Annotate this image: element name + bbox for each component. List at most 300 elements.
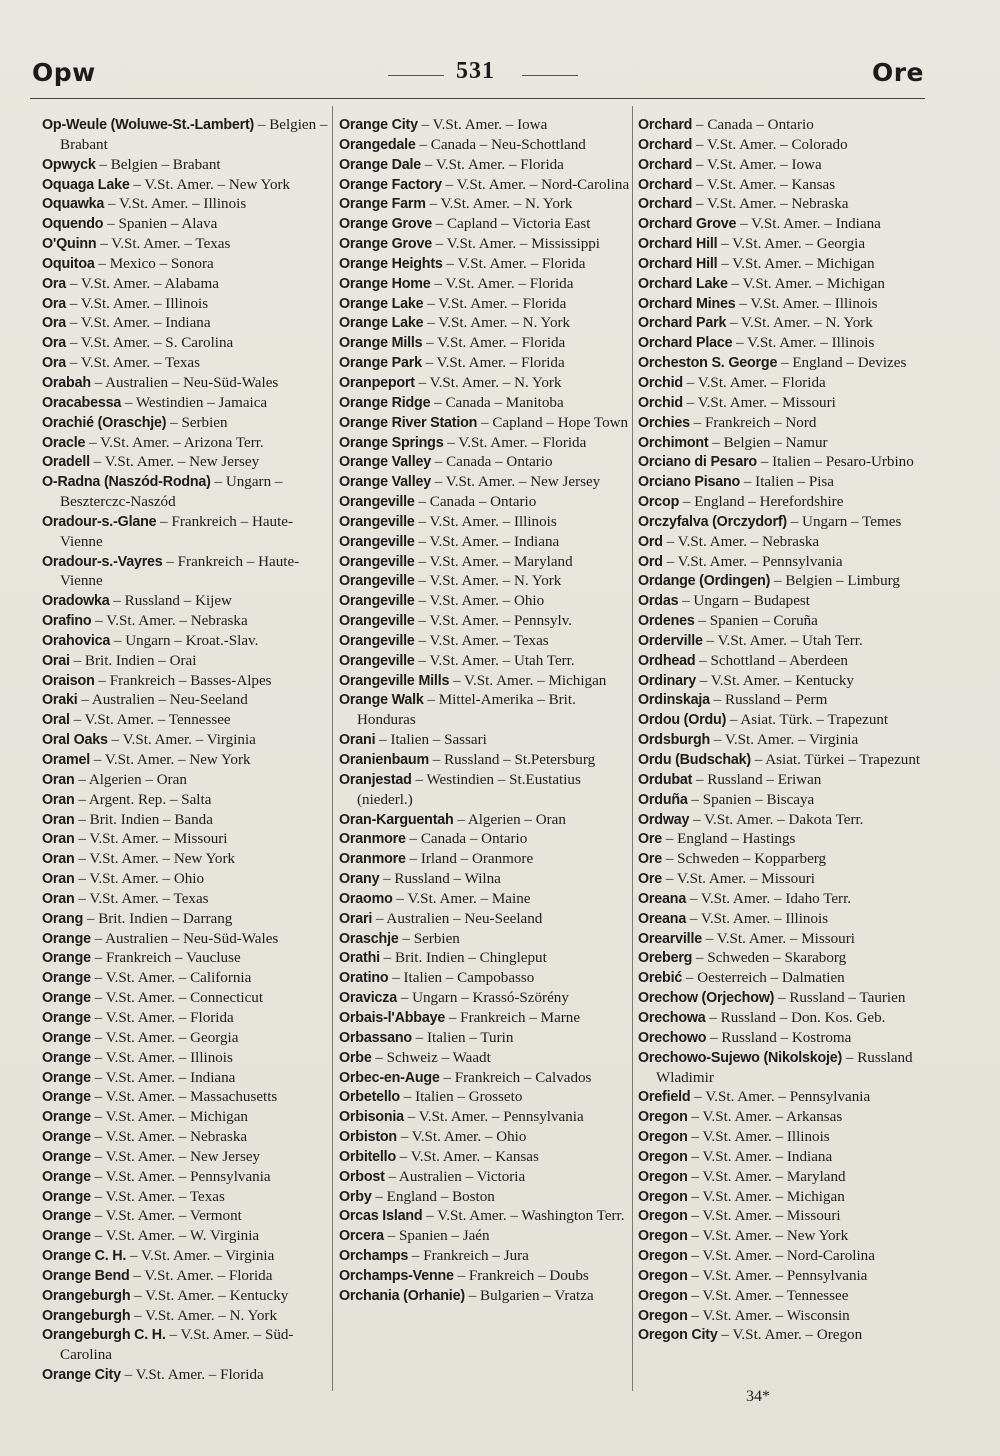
gazetteer-entry (42, 612, 334, 632)
entry-location: – V.St. Amer. – Illinois (104, 196, 247, 213)
gazetteer-entry (42, 1207, 334, 1227)
entry-headword: Orcera (339, 1228, 384, 1245)
gazetteer-entry (42, 811, 334, 831)
entry-headword: Orby (339, 1188, 372, 1205)
gazetteer-entry (638, 1207, 928, 1227)
gazetteer-entry (638, 553, 928, 573)
gazetteer-entry (638, 314, 928, 334)
entry-location: – Frankreich – Haute-Vienne (60, 513, 294, 550)
entry-headword: Orchimont (638, 434, 709, 451)
gazetteer-entry (339, 612, 631, 632)
gazetteer-entry (42, 1088, 334, 1108)
gazetteer-entry (638, 1128, 928, 1148)
entry-location: – Asiat. Türk. – Trapezunt (726, 712, 889, 729)
entry-location: – V.St. Amer. – Missouri (74, 831, 228, 848)
entry-location: – V.St. Amer. – Texas (66, 355, 201, 372)
entry-headword: Orbec-en-Auge (339, 1069, 440, 1086)
entry-location: – Schweden – Skaraborg (692, 950, 847, 967)
column-1 (42, 116, 334, 1386)
entry-headword: Orabah (42, 374, 91, 391)
gazetteer-entry (339, 592, 631, 612)
entry-headword: Ora (42, 335, 67, 352)
entry-location: – V.St. Amer. – Ohio (396, 1129, 527, 1146)
entry-headword: Orange City (339, 117, 418, 133)
entry-headword: Orange (42, 930, 91, 947)
gazetteer-entry (638, 652, 928, 672)
header-rule (30, 98, 925, 99)
entry-location: – Algerien – Oran (453, 811, 566, 828)
entry-headword: Orangeville (339, 613, 415, 630)
gazetteer-entry (42, 553, 334, 593)
entry-headword: Orangedale (339, 136, 416, 153)
gazetteer-entry (638, 334, 928, 354)
gazetteer-entry (339, 473, 631, 493)
entry-location: – V.St. Amer. – Nord-Carolina (687, 1248, 875, 1265)
gazetteer-entry (42, 1108, 334, 1128)
gazetteer-entry (42, 949, 334, 969)
gazetteer-entry (339, 1069, 631, 1089)
entry-headword: Orange (42, 1009, 91, 1026)
gazetteer-entry (638, 1326, 928, 1346)
entry-headword: Ordange (Ordingen) (638, 573, 771, 590)
column-divider (332, 106, 333, 1391)
gazetteer-entry (42, 275, 334, 295)
entry-location: – V.St. Amer. – N. York (425, 196, 573, 213)
gazetteer-entry (339, 811, 631, 831)
entry-headword: Ora (42, 295, 67, 312)
gazetteer-entry (638, 533, 928, 553)
entry-headword: Oraschje (339, 930, 399, 947)
entry-headword: Orange Springs (339, 434, 444, 451)
entry-headword: Orange Ridge (339, 394, 431, 411)
entry-headword: Orari (339, 910, 373, 927)
entry-headword: Oregon (638, 1248, 688, 1265)
gazetteer-entry (638, 632, 928, 652)
gazetteer-entry (42, 195, 334, 215)
gazetteer-entry (339, 1088, 631, 1108)
gazetteer-entry (339, 850, 631, 870)
entry-headword: Orcas Island (339, 1208, 423, 1225)
entry-headword: Oratino (339, 970, 389, 987)
gazetteer-entry (42, 116, 334, 156)
gazetteer-entry (339, 652, 631, 672)
entry-location: – Schottland – Aberdeen (695, 652, 848, 669)
gazetteer-entry (638, 354, 928, 374)
entry-headword: Ore (638, 831, 663, 848)
gazetteer-entry (638, 1247, 928, 1267)
gazetteer-entry (638, 176, 928, 196)
entry-headword: Opwyck (42, 156, 96, 173)
entry-location: – Frankreich – Nord (689, 414, 817, 431)
gazetteer-entry (339, 255, 631, 275)
entry-location: – V.St. Amer. – Maryland (687, 1168, 846, 1185)
entry-headword: Oranjestad (339, 771, 412, 788)
entry-headword: Oran (42, 771, 75, 788)
entry-headword: Oran (42, 871, 75, 888)
entry-location: – V.St. Amer. – Tennessee (687, 1287, 849, 1304)
entry-location: – V.St. Amer. – Indiana (687, 1148, 833, 1165)
entry-headword: Oradell (42, 454, 90, 471)
entry-location: – Italien – Campobasso (388, 970, 535, 987)
gazetteer-entry (42, 771, 334, 791)
entry-location: – V.St. Amer. – N. York (414, 573, 562, 590)
entry-location: – V.St. Amer. – S. Carolina (66, 335, 234, 352)
entry-location: – V.St. Amer. – Michigan (727, 275, 885, 292)
entry-location: – V.St. Amer. – Illinois (66, 295, 209, 312)
entry-headword: Oregon (638, 1307, 688, 1324)
entry-location: – V.St. Amer. – Süd-Carolina (60, 1327, 294, 1364)
gazetteer-entry (42, 1148, 334, 1168)
entry-location: – V.St. Amer. – Texas (96, 236, 231, 253)
entry-location: – V.St. Amer. – Pennsylvania (690, 1089, 871, 1106)
entry-headword: Orange Grove (339, 216, 432, 233)
entry-headword: Orahovica (42, 632, 111, 649)
entry-headword: Ordinskaja (638, 692, 710, 709)
gazetteer-entry (42, 652, 334, 672)
entry-headword: Orchard (638, 117, 693, 133)
entry-headword: Orange (42, 1049, 91, 1066)
gazetteer-entry (339, 553, 631, 573)
gazetteer-entry (339, 453, 631, 473)
entry-location: – V.St. Amer. – Maryland (414, 553, 573, 570)
entry-location: – V.St. Amer. – Pennsylvania (403, 1109, 584, 1126)
entry-location: – V.St. Amer. – Indiana (736, 216, 881, 233)
entry-location: – V.St. Amer. – Tennessee (69, 712, 231, 729)
gazetteer-entry (42, 691, 334, 711)
entry-location: – V.St. Amer. – Indiana (66, 315, 211, 332)
gazetteer-entry (339, 354, 631, 374)
gazetteer-entry (42, 394, 334, 414)
entry-headword: Oranpeport (339, 374, 415, 391)
gazetteer-entry (638, 949, 928, 969)
page-number: 531 (456, 58, 495, 84)
entry-location: – Australien – Neu-Seeland (77, 692, 248, 709)
entry-location: – V.St. Amer. – Missouri (682, 394, 836, 411)
entry-location: – Australien – Neu-Süd-Wales (90, 930, 279, 947)
entry-headword: Oregon City (638, 1327, 718, 1344)
gazetteer-entry (638, 275, 928, 295)
entry-headword: Oreberg (638, 950, 693, 967)
gazetteer-entry (638, 1287, 928, 1307)
entry-location: – V.St. Amer. – Missouri (687, 1208, 841, 1225)
entry-location: – V.St. Amer. – Ohio (414, 593, 545, 610)
gazetteer-entry (638, 1108, 928, 1128)
entry-location: – V.St. Amer. – Florida (443, 434, 587, 451)
entry-location: – V.St. Amer. – Illinois (686, 910, 829, 927)
entry-location: – V.St. Amer. – Missouri (701, 930, 855, 947)
entry-location: – Oesterreich – Dalmatien (682, 970, 845, 987)
entry-headword: Ora (42, 355, 67, 372)
entry-location: – Mittel-Amerika – Brit. Honduras (357, 692, 576, 729)
entry-headword: Orange Farm (339, 196, 426, 213)
entry-location: – V.St. Amer. – N. York (423, 315, 571, 332)
gazetteer-entry (638, 890, 928, 910)
entry-headword: Orczyfalva (Orczydorf) (638, 513, 787, 530)
gazetteer-entry (42, 870, 334, 890)
gazetteer-entry (339, 632, 631, 652)
entry-location: – Ungarn – Budapest (678, 593, 810, 610)
entry-headword: Orchard Mines (638, 295, 736, 312)
entry-location: – V.St. Amer. – Illinois (414, 513, 557, 530)
gazetteer-entry (638, 1088, 928, 1108)
entry-location: – Spanien – Alava (103, 216, 218, 233)
entry-headword: Oregon (638, 1129, 688, 1146)
entry-location: – England – Herefordshire (679, 494, 844, 511)
entry-location: – Russland – Taurien (774, 990, 906, 1007)
entry-location: – V.St. Amer. – Illinois (90, 1049, 233, 1066)
gazetteer-entry (339, 989, 631, 1009)
gazetteer-entry (339, 1188, 631, 1208)
gazetteer-entry (42, 314, 334, 334)
entry-headword: Orchard (638, 196, 693, 213)
entry-location: – V.St. Amer. – New York (687, 1228, 849, 1245)
entry-headword: Orangeville (339, 573, 415, 590)
gazetteer-entry (638, 513, 928, 533)
gazetteer-entry (638, 295, 928, 315)
entry-location: – Frankreich – Vaucluse (90, 950, 241, 967)
gazetteer-entry (339, 1207, 631, 1227)
entry-headword: Orange (42, 1069, 91, 1086)
gazetteer-entry (638, 215, 928, 235)
entry-location: – V.St. Amer. – Nebraska (662, 533, 820, 550)
gazetteer-entry (638, 731, 928, 751)
gazetteer-entry (42, 791, 334, 811)
entry-location: – V.St. Amer. – Washington Terr. (422, 1208, 625, 1225)
entry-headword: Oran (42, 791, 75, 808)
entry-location: – Canada – Ontario (405, 831, 528, 848)
gazetteer-entry (42, 235, 334, 255)
entry-location: – Canada – Ontario (430, 454, 553, 471)
entry-headword: Oregon (638, 1168, 688, 1185)
gazetteer-entry (339, 949, 631, 969)
gazetteer-entry (42, 592, 334, 612)
gazetteer-entry (339, 870, 631, 890)
gazetteer-entry (42, 632, 334, 652)
gazetteer-entry (339, 374, 631, 394)
gazetteer-entry (638, 771, 928, 791)
entry-location: – V.St. Amer. – Florida (120, 1367, 264, 1384)
entry-location: – V.St. Amer. – Pennsylvania (90, 1168, 271, 1185)
entry-location: – Russland – Perm (709, 692, 828, 709)
gazetteer-entry (339, 1287, 631, 1307)
gazetteer-entry (339, 1247, 631, 1267)
entry-location: – V.St. Amer. – Alabama (66, 275, 219, 292)
entry-location: – V.St. Amer. – Florida (442, 255, 586, 272)
entry-location: – Westindien – St.Eustatius (niederl.) (357, 771, 581, 808)
entry-location: – Australien – Neu-Süd-Wales (90, 374, 279, 391)
entry-location: – V.St. Amer. – Virginia (107, 732, 256, 749)
gazetteer-entry (638, 672, 928, 692)
entry-location: – Australien – Victoria (384, 1168, 526, 1185)
entry-headword: Orefield (638, 1089, 691, 1106)
gazetteer-entry (638, 572, 928, 592)
entry-headword: Ordu (Budschak) (638, 752, 751, 768)
entry-headword: Oreana (638, 890, 687, 907)
entry-location: – Brit. Indien – Orai (69, 652, 197, 669)
gazetteer-entry (42, 1366, 334, 1386)
entry-headword: Orbiston (339, 1129, 397, 1146)
gazetteer-entry (42, 473, 334, 513)
entry-location: – V.St. Amer. – Arizona Terr. (85, 434, 264, 451)
entry-location: – Russland – Kostroma (706, 1029, 852, 1046)
entry-headword: Oquendo (42, 216, 104, 233)
entry-headword: Ordas (638, 593, 679, 610)
entry-headword: Oravicza (339, 990, 398, 1007)
entry-headword: Oregon (638, 1287, 688, 1304)
gazetteer-entry (638, 1029, 928, 1049)
printer-signature: 34* (746, 1388, 770, 1405)
entry-headword: Oral (42, 712, 70, 729)
entry-location: – Mexico – Sonora (94, 255, 214, 272)
entry-headword: Orciano Pisano (638, 474, 741, 491)
gazetteer-entry (339, 156, 631, 176)
entry-headword: Orange River Station (339, 414, 478, 431)
entry-headword: Oran-Karguentah (339, 811, 454, 828)
gazetteer-entry (42, 1009, 334, 1029)
entry-headword: Oreana (638, 910, 687, 927)
gazetteer-entry (638, 1267, 928, 1287)
entry-location: – V.St. Amer. – Pennsylvania (662, 553, 843, 570)
entry-location: – Russland – Don. Kos. Geb. (705, 1009, 886, 1026)
gazetteer-entry (339, 910, 631, 930)
entry-headword: Orange Home (339, 275, 431, 292)
entry-headword: Orbost (339, 1168, 385, 1185)
entry-location: – V.St. Amer. – Georgia (90, 1029, 239, 1046)
entry-headword: Orchard Grove (638, 216, 737, 233)
entry-location: – V.St. Amer. – Kentucky (130, 1287, 289, 1304)
entry-location: – V.St. Amer. – Florida (423, 295, 567, 312)
entry-headword: Oquitoa (42, 255, 95, 272)
entry-headword: Orange (42, 970, 91, 987)
entry-location: – Russland – Wilna (379, 871, 501, 888)
gazetteer-entry (339, 116, 631, 136)
entry-headword: Oregon (638, 1148, 688, 1165)
entry-location: – V.St. Amer. – Nebraska (692, 196, 849, 213)
entry-location: – Brit. Indien – Darrang (83, 910, 233, 927)
gazetteer-entry (42, 176, 334, 196)
gazetteer-entry (638, 1307, 928, 1327)
gazetteer-entry (339, 414, 631, 434)
entry-location: – V.St. Amer. – New York (129, 176, 291, 193)
entry-location: – Frankreich – Marne (445, 1009, 581, 1026)
entry-location: – V.St. Amer. – New Jersey (90, 1148, 261, 1165)
header-ornament-right (522, 75, 578, 76)
gazetteer-entry (42, 434, 334, 454)
entry-location: – Canada – Ontario (692, 117, 814, 133)
entry-headword: Oracle (42, 434, 86, 451)
entry-location: – Capland – Victoria East (431, 216, 591, 233)
entry-headword: Orange Valley (339, 454, 431, 471)
entry-headword: Ord (638, 553, 663, 570)
entry-location: – Frankreich – Doubs (453, 1267, 589, 1284)
entry-location: – V.St. Amer. – Iowa (417, 117, 548, 133)
gazetteer-entry (638, 195, 928, 215)
entry-headword: Oran (42, 890, 75, 907)
entry-headword: Orange C. H. (42, 1248, 127, 1265)
entry-location: – V.St. Amer. – Florida (129, 1267, 273, 1284)
entry-location: – V.St. Amer. – Massachusetts (90, 1089, 278, 1106)
entry-headword: Ore (638, 851, 663, 868)
entry-location: – Spanien – Coruña (694, 613, 818, 630)
gazetteer-entry (638, 374, 928, 394)
entry-headword: Oquawka (42, 196, 105, 213)
entry-headword: Orechow (Orjechow) (638, 990, 775, 1007)
entry-headword: Orange (42, 950, 91, 967)
entry-location: – Schweiz – Waadt (371, 1049, 491, 1066)
entry-location: – V.St. Amer. – Indiana (414, 533, 560, 550)
entry-headword: Oregon (638, 1208, 688, 1225)
gazetteer-entry (42, 1128, 334, 1148)
gazetteer-entry (638, 711, 928, 731)
column-divider (632, 106, 633, 1391)
entry-location: – Italien – Sassari (375, 732, 487, 749)
gazetteer-entry (42, 1267, 334, 1287)
entry-location: – Canada – Neu-Schottland (415, 136, 586, 153)
gazetteer-entry (42, 1227, 334, 1247)
entry-headword: Orange (42, 1109, 91, 1126)
gazetteer-entry (638, 255, 928, 275)
gazetteer-entry (638, 414, 928, 434)
entry-headword: Oran (42, 831, 75, 848)
gazetteer-entry (339, 672, 631, 692)
entry-headword: Oraison (42, 672, 95, 689)
entry-headword: Orange Grove (339, 236, 432, 253)
gazetteer-entry (638, 910, 928, 930)
entry-location: – V.St. Amer. – New Jersey (89, 454, 260, 471)
gazetteer-entry (339, 969, 631, 989)
entry-headword: Orcheston S. George (638, 355, 778, 372)
entry-headword: Orafino (42, 613, 92, 630)
entry-headword: Orange Heights (339, 255, 443, 272)
entry-headword: Orangeville (339, 494, 415, 511)
gazetteer-entry (42, 711, 334, 731)
entry-headword: Orchard Lake (638, 275, 728, 292)
gazetteer-entry (638, 453, 928, 473)
entry-location: – Algerien – Oran (74, 771, 187, 788)
entry-headword: Orang (42, 910, 84, 927)
entry-location: – Belgien – Limburg (770, 573, 900, 590)
entry-location: – V.St. Amer. – Connecticut (90, 990, 264, 1007)
entry-location: – V.St. Amer. – New Jersey (430, 474, 601, 491)
gazetteer-entry (42, 1069, 334, 1089)
gazetteer-entry (42, 513, 334, 553)
entry-headword: Orange (42, 1188, 91, 1205)
entry-headword: Orangeburgh C. H. (42, 1327, 166, 1344)
entry-location: – V.St. Amer. – New York (90, 752, 251, 768)
entry-headword: Oregon (638, 1267, 688, 1284)
entry-headword: Oranmore (339, 831, 406, 848)
gazetteer-entry (638, 116, 928, 136)
gazetteer-entry (339, 533, 631, 553)
gazetteer-entry (339, 830, 631, 850)
entry-headword: Orange Lake (339, 295, 424, 312)
entry-headword: Orchard (638, 176, 693, 193)
entry-headword: Orechowo-Sujewo (Nikolskoje) (638, 1049, 843, 1066)
entry-location: – Belgien – Brabant (60, 117, 328, 153)
gazetteer-entry (638, 969, 928, 989)
entry-location: – Frankreich – Calvados (439, 1069, 592, 1086)
entry-location: – Ungarn – Krassó-Szörény (397, 990, 569, 1007)
gazetteer-entry (339, 215, 631, 235)
entry-headword: Ordhead (638, 652, 696, 669)
gazetteer-entry (42, 910, 334, 930)
gazetteer-entry (42, 1188, 334, 1208)
entry-headword: Orchid (638, 394, 683, 411)
entry-location: – V.St. Amer. – Pennsylvania (687, 1267, 868, 1284)
entry-location: – V.St. Amer. – Mississippi (431, 236, 600, 253)
entry-headword: Orangeville (339, 632, 415, 649)
entry-headword: Orathi (339, 950, 380, 967)
